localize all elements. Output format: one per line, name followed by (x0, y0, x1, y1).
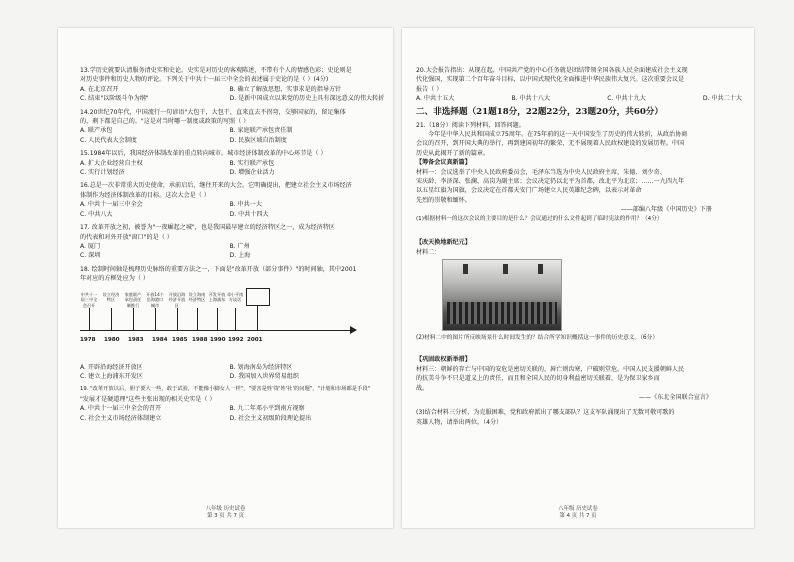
q21-para2: 会议的召开，到开国大典的举行，再到建国初年的繁荣，无不展现着人民政权建设的发展历程。中国 (416, 140, 685, 148)
timeline-tick (177, 308, 178, 330)
q18-line1: 18. 绘制时间轴是梳理历史脉络的重要方法之一，下面是"改革开放（部分事件）"的时间轴，其中2001 (80, 265, 357, 273)
footer-page-number: 第 4 页 共 7 页 (559, 513, 597, 519)
q21-sub2: (2)材料二中的图片所反映场景什么时间发生的？结合所学知识概括这一事件的历史意义。（6分） (416, 334, 659, 341)
subsection-heading: 【筹备会议真新篇】 (416, 159, 471, 167)
q13-line2: 对历史事件和历史人物的评论。下列关于中共十一届三中全会的表述属于史论的是（ ）(4分) (80, 76, 329, 84)
q20-option-c: C. 中共十九大 (607, 95, 646, 103)
q13-options-ab (80, 85, 379, 94)
q21-intro: 21.（18分）阅读下列材料，回答问题。 (416, 121, 525, 129)
q19-option-a: A. 中共十一届三中全会的召开 (80, 405, 162, 413)
q21-sub1: (1)根据材料一的这次会议的主要目的是什么？会议通过的什么文件起到了临时宪法的作用？（4分） (416, 215, 663, 222)
timeline-label: 邓小平南方谈话 (226, 291, 244, 303)
q14-options-cd (80, 136, 379, 145)
q20-option-a: A. 中共十五大 (416, 95, 455, 103)
q16-option-d: D. 中共十四大 (229, 210, 269, 218)
q19-option-b: B. 九二年邓小平到南方视察 (229, 405, 305, 413)
q14-line2: 的，剩下都是自己的。"这是对当时哪一制度或政策的写照（ ） (80, 118, 250, 126)
timeline-year: 1978 (80, 336, 96, 343)
material3-line2: 的抗美斗争不只是道义上的责任，而且和全国人民的切身利益密切关联着，是为保卫家乡而 (416, 375, 660, 383)
q20-line3: 报告（ ） (416, 85, 443, 93)
q14-option-a: A. 联产承包 (80, 127, 113, 135)
footer-subject: 八年级 历史试卷 (558, 506, 598, 512)
material1-line4: 先烈的崇敬和缅怀。 (416, 196, 471, 204)
timeline-label: 设立经济特区 (102, 291, 120, 303)
q19-options-ab (80, 404, 379, 413)
q16-options-ab (80, 200, 379, 209)
q17-options-cd (80, 251, 379, 260)
left-page-footer (58, 506, 393, 520)
photo-element (463, 264, 468, 274)
timeline-label: 开发开放上海浦东 (208, 291, 226, 303)
q19-options-cd (80, 414, 379, 423)
q14-option-c: C. 人民代表大会制度 (80, 136, 137, 144)
photo-element (503, 264, 508, 274)
q14-line1: 14.20世纪70年代，中国流行一句谚语"大包干，大包干，直来直去不拐弯，交够国家的，留足集体 (80, 108, 346, 116)
q13-option-d: D. 是新中国成立以来党的历史上具有深远意义的伟大转折 (229, 95, 385, 103)
exam-page-left (58, 28, 393, 528)
q21-para3: 历史从此揭开了新的篇章。 (416, 149, 490, 157)
timeline-year: 1983 (128, 336, 144, 343)
q20-line2: 代化强国，实现第二个百年奋斗目标，以中国式现代化全面推进中华民族伟大复兴。这次重要会议是 (416, 76, 685, 84)
section-title: 二、非选择题（21题18分，22题22分，23题20分，共60分） (416, 106, 663, 117)
q16-line1: 16.总是一次非常重大历史使命，承前启后，继往开来的大会。它明确提出，把建立社会主义市场经济 (80, 182, 352, 190)
material2-label: 材料二： (416, 248, 441, 256)
subsection-heading: 【改天换地新纪元】 (416, 239, 471, 247)
material1-line1: 材料一：会议选举了中央人民政府委员会，毛泽东当选为中央人民政府主席，朱德、刘少奇、 (416, 168, 666, 176)
timeline-arrow-icon (350, 326, 357, 334)
footer-page-number: 第 3 页 共 7 页 (207, 513, 244, 519)
timeline-tick (257, 305, 258, 330)
photo-crowd (447, 302, 557, 324)
photo-element (538, 264, 543, 274)
q15-options-ab (80, 159, 379, 168)
q18-option-c: C. 建立上海浦东开发区 (80, 372, 143, 380)
q19-option-c: C. 社会主义市场经济体制建立 (80, 414, 162, 422)
q19-line2: "发展才是硬道理"这些主张出现的相关史实是（ ） (80, 395, 216, 403)
q17-option-b: B. 广州 (229, 242, 250, 250)
q13-option-c: C. 结束"以阶级斗争为纲" (80, 95, 149, 103)
timeline-tick (89, 308, 90, 330)
q18-option-b: B. 划海南岛为经济特区 (229, 363, 293, 371)
timeline-year: 1990 (210, 336, 226, 343)
q16-options-cd (80, 210, 379, 219)
timeline-answer-box (246, 288, 270, 306)
timeline-tick (197, 308, 198, 330)
q15-options-cd (80, 168, 379, 177)
q16-line2: 体制作为经济体制改革的目标。这次大会是（ ） (80, 191, 210, 199)
q16-option-c: C. 中共八大 (80, 210, 113, 218)
timeline-year: 1992 (228, 336, 244, 343)
timeline-year: 1980 (104, 336, 120, 343)
subsection-heading: 【巩固政权新举措】 (416, 356, 471, 364)
q21-sub3-line2: 英雄人物，请举出两位。（4分） (416, 418, 503, 426)
q17-line1: 17. 改革开放之初，被誉为"一夜崛起之城"，也是我国最早建立的经济特区之一，成为经济特区 (80, 224, 335, 232)
timeline-tick (111, 308, 112, 330)
material1-source: ——部编八年级《中国历史》下册 (620, 206, 712, 214)
q20-option-d: D. 中共二十大 (702, 95, 742, 103)
q20-option-b: B. 中共十八大 (511, 95, 551, 103)
q17-option-a: A. 厦门 (80, 242, 101, 250)
material3-line3: 战。 (416, 384, 429, 392)
timeline-year: 1984 (152, 336, 168, 343)
q20-options (416, 94, 742, 103)
q18-options-cd (80, 372, 379, 381)
q21-sub3-line1: (3)结合材料三分析，为克服困难，党和政府派出了哪支部队？这支军队涌现出了无数可敬可歌的 (416, 409, 675, 417)
q15-option-b: B. 实行联产承包 (229, 159, 275, 167)
q19-option-d: D. 社会主义初级阶段理论提出 (229, 414, 312, 422)
timeline-tick (217, 308, 218, 330)
timeline-label: 家庭联产承包责任制推行 (124, 291, 142, 308)
q18-option-a: A. 开辟沿海经济开放区 (80, 363, 143, 371)
material1-line2: 宋庆龄、李济深、张澜、高岗为副主席；会议决定仍以北平为首都，改北平为北京；……一九四九年 (416, 178, 685, 186)
q18-options-ab (80, 363, 379, 372)
exam-page-right (402, 28, 754, 528)
q13-line1: 13.学历史就要认清服务清史实和史论。史实是对历史的客观陈述，不带有个人的情感色彩；史论则是 (80, 67, 352, 74)
q14-option-b: B. 家庭联产承包责任制 (229, 127, 293, 135)
reform-timeline (80, 286, 379, 360)
q16-option-a: A. 中共十一届三中全会 (80, 201, 143, 209)
q17-option-c: C. 深圳 (80, 252, 101, 260)
q19-line1: 19. "改革开放以后，胆子要大一些，敢于试验，不能像小脚女人一样"，"要害是姓'资'姓'社'的问题"，"计划和市场都是手段" (80, 386, 371, 393)
q13-option-b: B. 确立了解放思想、实事求是的指导方针 (229, 85, 342, 93)
q17-option-d: D. 上海 (229, 252, 251, 260)
timeline-year: 1985 (172, 336, 188, 343)
q17-line2: 的代表和对外开放"窗口"的是（ ） (80, 233, 173, 241)
material3-line1: 材料三：朝鲜的存亡与中国的安危是密切关联的，唇亡则齿寒，户破则堂危。中国人民支援朝鲜人民 (416, 365, 685, 373)
timeline-year: 2001 (247, 336, 263, 343)
q18-option-d: D. 我国加入世界贸易组织 (229, 372, 300, 380)
q14-option-d: D. 民族区域自治制度 (229, 136, 287, 144)
timeline-label: 开放14个沿海港口城市 (146, 291, 164, 308)
timeline-label: 中共十一届三中全会召开 (80, 291, 98, 308)
q13-options-cd (80, 94, 385, 103)
right-page-footer (402, 506, 754, 520)
timeline-year: 1988 (192, 336, 208, 343)
timeline-tick (133, 308, 134, 330)
q15-option-d: D. 增强企业活力 (229, 169, 275, 177)
footer-subject: 八年级 历史试卷 (205, 506, 246, 512)
q15-option-c: C. 实行计划经济 (80, 169, 125, 177)
left-page-content (80, 66, 385, 423)
q20-line1: 20.大会报告指出：从现在起，中国共产党的中心任务就是团结带领全国各族人民全面建成社会主义现 (416, 67, 688, 74)
q21-para1: 今年是中华人民共和国成立75周年。在75年前的这一天中国发生了历史的伟大转折，从政治协商 (428, 131, 688, 139)
timeline-label: 开放沿海经济开放区 (168, 291, 186, 308)
q16-option-b: B. 中共一大 (229, 201, 262, 209)
material1-line3: 以五星红旗为国旗，会议决定在首都天安门广场建立人民英雄纪念碑，以表示对革命 (416, 187, 642, 195)
timeline-axis (80, 330, 351, 331)
q15-option-a: A. 扩大企业经营自主权 (80, 159, 143, 167)
q17-options-ab (80, 242, 379, 251)
material3-source: ——《东北全国联合宣言》 (638, 393, 712, 401)
timeline-tick (235, 308, 236, 330)
q14-options-ab (80, 126, 379, 135)
right-page-content (416, 66, 742, 427)
q15-line1: 15.1984年以后，我国经济体制改革的重点转向城市。城市经济体制改革的中心环节是（ ） (80, 150, 327, 158)
q13-option-a: A. 在北京召开 (80, 85, 119, 93)
q18-line2: 年对应的方框处应为（ ） (80, 275, 149, 283)
timeline-label: 设立海南经济特区 (188, 291, 206, 303)
founding-ceremony-photo (442, 259, 562, 331)
timeline-tick (155, 308, 156, 330)
